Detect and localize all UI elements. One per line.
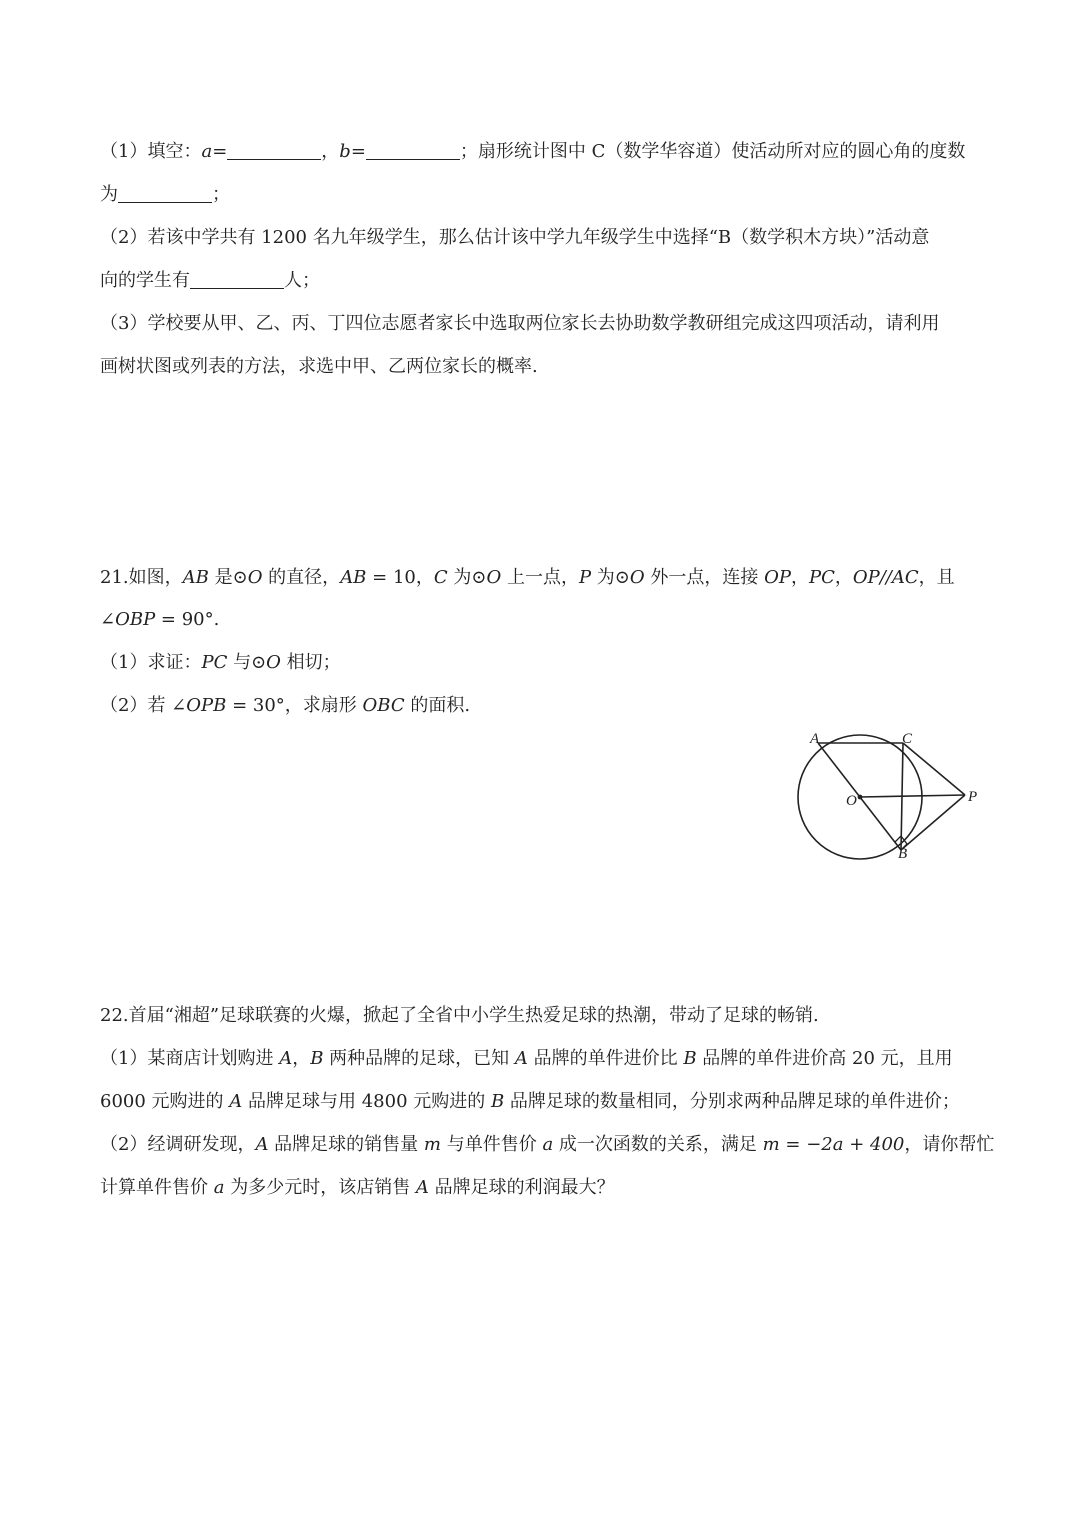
answer-blank-a[interactable]: [227, 141, 321, 160]
q22-part2-line2: 计算单件售价 a 为多少元时，该店销售 A 品牌足球的利润最大？: [100, 1177, 615, 1198]
label-c: C: [902, 731, 913, 747]
label-a: A: [810, 731, 820, 747]
segment-op: [860, 795, 965, 797]
q22-intro: 22.首届“湘超”足球联赛的火爆，掀起了全省中小学生热爱足球的热潮，带动了足球的畅销.: [100, 1005, 819, 1026]
point-o-dot: [858, 795, 863, 800]
q22-part1-line2: 6000 元购进的 A 品牌足球与用 4800 元购进的 B 品牌足球的数量相同，分别求两种品牌足球的单件进价；: [100, 1091, 960, 1112]
q21-intro-line2: ∠OBP = 90°.: [100, 609, 220, 630]
q21-intro-line1: 21.如图，AB 是⊙O 的直径，AB = 10，C 为⊙O 上一点，P 为⊙O 外一点，连接 OP，PC，OP//AC，且: [100, 567, 955, 588]
q22-part1-line1: （1）某商店计划购进 A，B 两种品牌的足球，已知 A 品牌的单件进价比 B 品牌的单件进价高 20 元，且用: [100, 1048, 953, 1069]
answer-blank-angle[interactable]: [118, 184, 212, 203]
label-p: P: [968, 789, 978, 805]
q21-geometry-figure: [790, 725, 990, 865]
label-o: O: [846, 793, 857, 809]
answer-blank-count[interactable]: [190, 270, 284, 289]
q20-part2-line2: 向的学生有 人；: [100, 270, 320, 291]
q20-part3-line1: （3）学校要从甲、乙、丙、丁四位志愿者家长中选取两位家长去协助数学教研组完成这四项活动，请利用: [100, 313, 940, 334]
q20-part3-line2: 画树状图或列表的方法，求选中甲、乙两位家长的概率.: [100, 356, 538, 377]
q20-part2-line1: （2）若该中学共有 1200 名九年级学生，那么估计该中学九年级学生中选择“B（数学积木方块）”活动意: [100, 227, 930, 248]
q22-part2-line1: （2）经调研发现，A 品牌足球的销售量 m 与单件售价 a 成一次函数的关系，满足 m = −2a + 400，请你帮忙: [100, 1134, 995, 1155]
tangent-bp: [901, 795, 965, 850]
label-b: B: [898, 846, 908, 862]
q21-part1: （1）求证：PC 与⊙O 相切；: [100, 652, 341, 673]
answer-blank-b[interactable]: [366, 141, 460, 160]
q20-part1-line2: 为 ；: [100, 184, 230, 205]
segment-cb: [901, 743, 903, 850]
q20-part1-line1: （1）填空：a= ，b= ；扇形统计图中 C（数学华容道）使活动所对应的圆心角的度数: [100, 141, 966, 162]
q21-part2: （2）若 ∠OPB = 30°，求扇形 OBC 的面积.: [100, 695, 471, 716]
tangent-cp: [903, 743, 965, 795]
